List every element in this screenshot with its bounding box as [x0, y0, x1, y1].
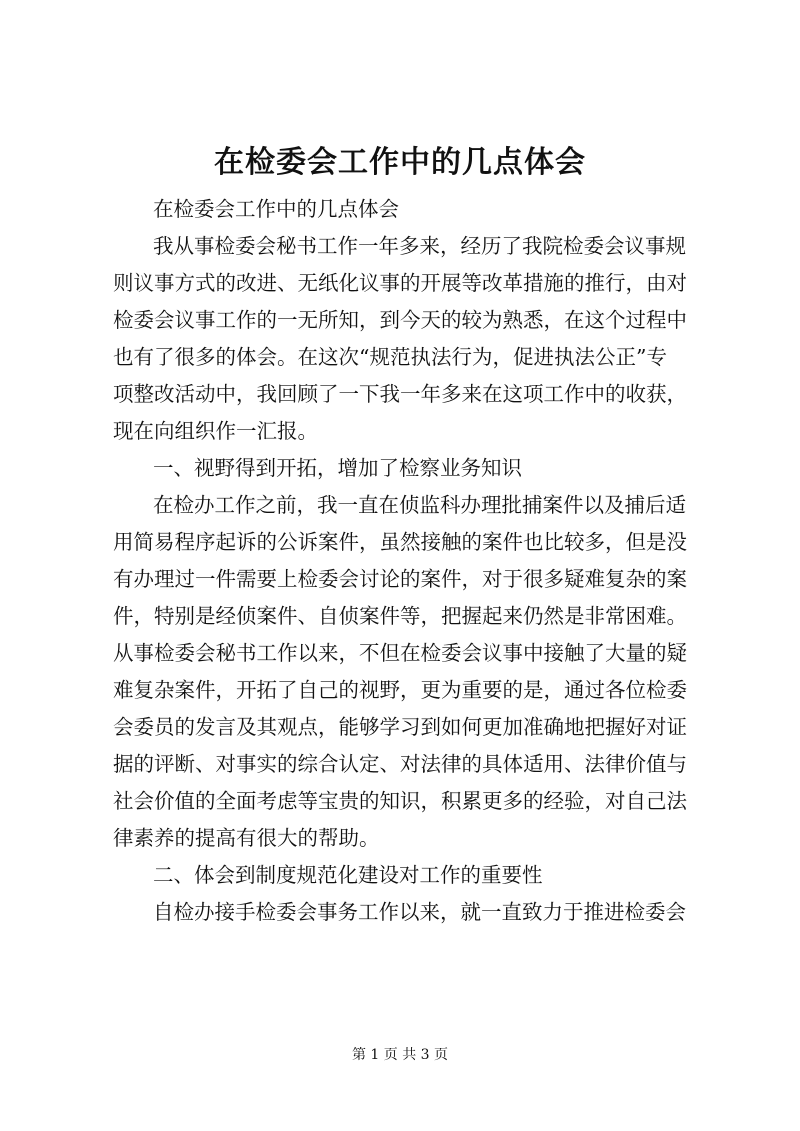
paragraph-line: 难复杂案件，开拓了自己的视野，更为重要的是，通过各位检委 [113, 678, 687, 702]
page-footer: 第 1 页 共 3 页 [351, 1047, 449, 1063]
paragraph-line: 我从事检委会秘书工作一年多来，经历了我院检委会议事规 [153, 234, 686, 258]
paragraph-line: 有办理过一件需要上检委会讨论的案件，对于很多疑难复杂的案 [113, 567, 687, 591]
paragraph-line: 据的评断、对事实的综合认定、对法律的具体适用、法律价值与 [113, 752, 687, 776]
paragraph-line: 在检办工作之前，我一直在侦监科办理批捕案件以及捕后适 [153, 493, 686, 517]
paragraph-line: 会委员的发言及其观点，能够学习到如何更加准确地把握好对证 [113, 715, 687, 739]
paragraph-line: 则议事方式的改进、无纸化议事的开展等改革措施的推行，由对 [113, 271, 687, 295]
paragraph-line: 从事检委会秘书工作以来，不但在检委会议事中接触了大量的疑 [113, 641, 687, 665]
document-body [113, 191, 713, 931]
paragraph-line: 件，特别是经侦案件、自侦案件等，把握起来仍然是非常困难。 [113, 604, 687, 628]
document-title: 在检委会工作中的几点体会 [214, 145, 586, 180]
section-heading: 一、视野得到开拓，增加了检察业务知识 [153, 456, 522, 480]
section-heading: 二、体会到制度规范化建设对工作的重要性 [153, 863, 543, 887]
paragraph-line: 也有了很多的体会。在这次“规范执法行为，促进执法公正”专 [113, 345, 667, 369]
paragraph-line: 律素养的提高有很大的帮助。 [113, 826, 380, 850]
paragraph-line: 检委会议事工作的一无所知，到今天的较为熟悉，在这个过程中 [113, 308, 687, 332]
paragraph-line: 用简易程序起诉的公诉案件，虽然接触的案件也比较多，但是没 [113, 530, 687, 554]
paragraph-line: 社会价值的全面考虑等宝贵的知识，积累更多的经验，对自己法 [113, 789, 687, 813]
subtitle-line: 在检委会工作中的几点体会 [153, 197, 399, 221]
paragraph-line: 现在向组织作一汇报。 [113, 419, 318, 443]
paragraph-line: 项整改活动中，我回顾了一下我一年多来在这项工作中的收获， [113, 382, 687, 406]
paragraph-line: 自检办接手检委会事务工作以来，就一直致力于推进检委会 [153, 900, 686, 924]
